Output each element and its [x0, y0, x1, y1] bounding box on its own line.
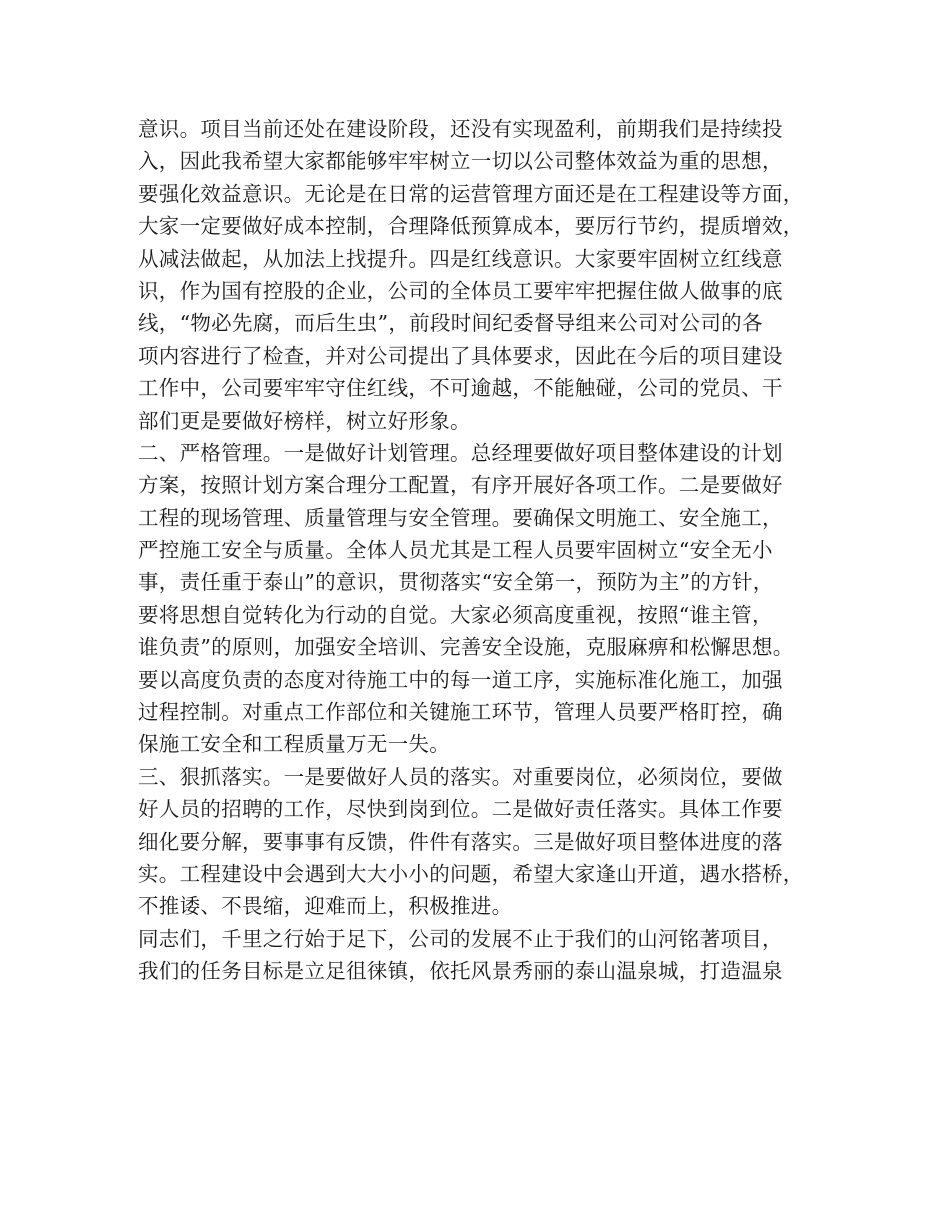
text-line: 严控施工安全与质量。全体人员尤其是工程人员要牢固树立“安全无小: [138, 538, 773, 563]
text-line: 事，责任重于泰山”的意识，贯彻落实“安全第一，预防为主”的方针，: [138, 570, 774, 595]
text-line: 三、狠抓落实。一是要做好人员的落实。对重要岗位，必须岗位，要做: [138, 764, 783, 789]
text-line: 过程控制。对重点工作部位和关键施工环节，管理人员要严格盯控，确: [138, 700, 783, 725]
text-line: 细化要分解，要事事有反馈，件件有落实。三是做好项目整体进度的落: [138, 829, 783, 854]
text-line: 项内容进行了检查，并对公司提出了具体要求，因此在今后的项目建设: [138, 343, 783, 368]
text-line: 要将思想自觉转化为行动的自觉。大家必须高度重视，按照“谁主管，: [138, 602, 773, 627]
text-line: 我们的任务目标是立足徂徕镇，依托风景秀丽的泰山温泉城，打造温泉: [138, 959, 783, 984]
text-line: 工程的现场管理、质量管理与安全管理。要确保文明施工、安全施工，: [138, 505, 783, 530]
text-line: 意识。项目当前还处在建设阶段，还没有实现盈利，前期我们是持续投: [138, 117, 783, 141]
text-line: 要强化效益意识。无论是在日常的运营管理方面还是在工程建设等方面，: [138, 181, 804, 206]
text-line: 同志们，千里之行始于足下，公司的发展不止于我们的山河铭著项目，: [138, 926, 783, 951]
text-line: 入，因此我希望大家都能够牢牢树立一切以公司整体效益为重的思想，: [138, 149, 783, 174]
body-text: [138, 113, 828, 988]
text-line: 大家一定要做好成本控制，合理降低预算成本，要厉行节约，提质增效，: [138, 214, 804, 239]
text-line: 从减法做起，从加法上找提升。四是红线意识。大家要牢固树立红线意: [138, 246, 783, 271]
text-line: 保施工安全和工程质量万无一失。: [138, 732, 450, 757]
text-line: 部们更是要做好榜样，树立好形象。: [138, 408, 471, 433]
text-line: 方案，按照计划方案合理分工配置，有序开展好各项工作。二是要做好: [138, 473, 783, 498]
text-line: 识，作为国有控股的企业，公司的全体员工要牢牢把握住做人做事的底: [138, 278, 783, 303]
text-line: 谁负责”的原则，加强安全培训、完善安全设施，克服麻痹和松懈思想。: [138, 635, 794, 660]
text-line: 不推诿、不畏缩，迎难而上，积极推进。: [138, 894, 513, 919]
text-line: 二、严格管理。一是做好计划管理。总经理要做好项目整体建设的计划: [138, 440, 783, 465]
text-line: 线，“物必先腐，而后生虫”，前段时间纪委督导组来公司对公司的各: [138, 311, 763, 336]
text-line: 要以高度负责的态度对待施工中的每一道工序，实施标准化施工，加强: [138, 667, 783, 692]
text-line: 工作中，公司要牢牢守住红线，不可逾越，不能触碰，公司的党员、干: [138, 376, 783, 401]
text-line: 好人员的招聘的工作，尽快到岗到位。二是做好责任落实。具体工作要: [138, 797, 783, 822]
text-line: 实。工程建设中会遇到大大小小的问题，希望大家逢山开道，遇水搭桥，: [138, 861, 804, 886]
